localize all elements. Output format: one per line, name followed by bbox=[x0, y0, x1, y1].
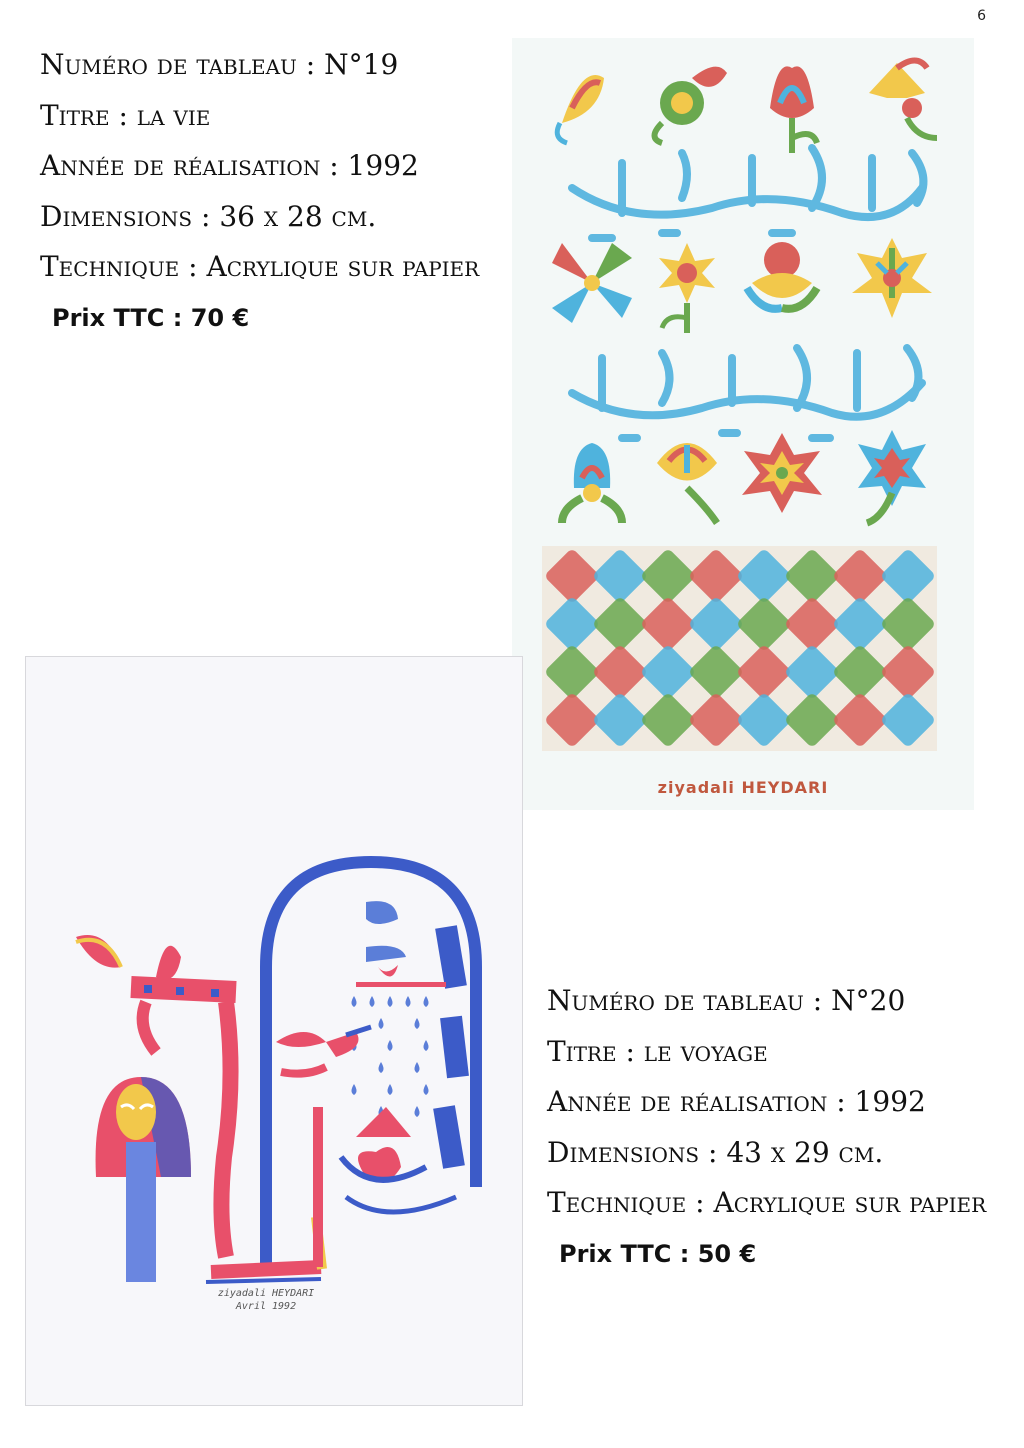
face-in-arch bbox=[356, 901, 446, 987]
signature-date: Avril 1992 bbox=[235, 1301, 297, 1312]
page-number: 6 bbox=[977, 8, 986, 24]
raindrop bbox=[388, 996, 393, 1007]
raindrop bbox=[415, 1106, 420, 1117]
artwork-year: Année de réalisation : 1992 bbox=[40, 149, 419, 182]
flower-row-bottom bbox=[562, 430, 926, 523]
artwork-dimensions: Dimensions : 36 x 28 cm. bbox=[40, 199, 377, 233]
raindrop bbox=[379, 1018, 384, 1029]
signature-block bbox=[191, 1287, 341, 1313]
painting-le-voyage bbox=[25, 656, 523, 1406]
raindrops bbox=[352, 996, 429, 1117]
flower-row-middle bbox=[552, 238, 932, 333]
raindrop bbox=[415, 1018, 420, 1029]
artwork-info-19 bbox=[40, 40, 479, 343]
artwork-number: Numéro de tableau : N°20 bbox=[547, 984, 906, 1017]
geometric-tile-band bbox=[542, 546, 937, 751]
blue-arch bbox=[266, 862, 476, 1267]
signature: ziyadali HEYDARI bbox=[657, 778, 829, 797]
raindrop bbox=[379, 1062, 384, 1073]
calligraphy-line-1 bbox=[572, 148, 923, 238]
raindrop bbox=[424, 1040, 429, 1051]
calligraphy-line-2 bbox=[572, 348, 922, 438]
artwork-info-20 bbox=[547, 976, 986, 1279]
red-bird-shape bbox=[276, 1027, 371, 1267]
artwork-price: Prix TTC : 50 € bbox=[559, 1239, 757, 1268]
raindrop bbox=[352, 1084, 357, 1095]
painting-la-vie bbox=[512, 38, 974, 810]
artwork-number: Numéro de tableau : N°19 bbox=[40, 48, 399, 81]
artwork-dimensions: Dimensions : 43 x 29 cm. bbox=[547, 1135, 884, 1169]
raindrop bbox=[352, 996, 357, 1007]
raindrop bbox=[388, 1040, 393, 1051]
raindrop bbox=[424, 996, 429, 1007]
raindrop bbox=[406, 996, 411, 1007]
artwork-technique: Technique : Acrylique sur papier bbox=[40, 250, 480, 283]
raindrop bbox=[388, 1084, 393, 1095]
artwork-technique: Technique : Acrylique sur papier bbox=[547, 1186, 987, 1219]
artwork-year: Année de réalisation : 1992 bbox=[547, 1085, 926, 1118]
raindrop bbox=[415, 1062, 420, 1073]
flower-row-top bbox=[557, 61, 937, 154]
woman-figure bbox=[96, 1077, 191, 1282]
artwork-title: Titre : le voyage bbox=[547, 1034, 768, 1068]
raindrop bbox=[370, 996, 375, 1007]
painting-la-vie-illustration bbox=[512, 38, 974, 810]
signature-name: ziyadali HEYDARI bbox=[217, 1288, 315, 1299]
artwork-title: Titre : la vie bbox=[40, 98, 211, 132]
artwork-price: Prix TTC : 70 € bbox=[52, 303, 250, 332]
raindrop bbox=[424, 1084, 429, 1095]
